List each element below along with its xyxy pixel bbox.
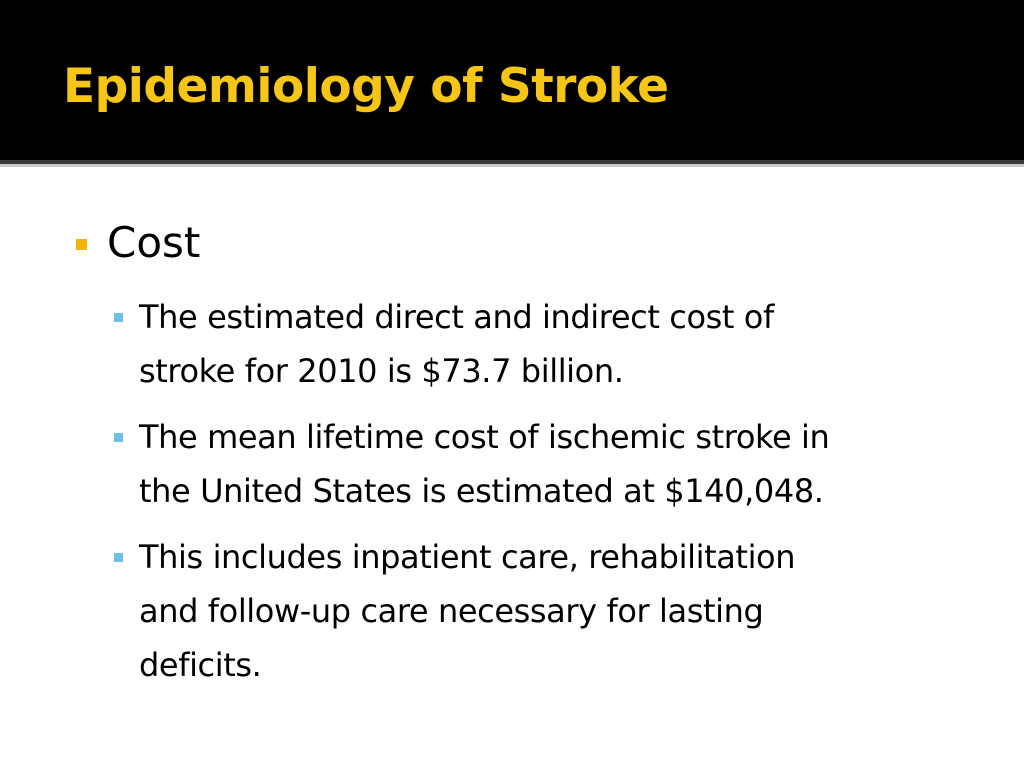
sub-bullet-line: and follow-up care necessary for lasting: [139, 592, 764, 630]
sub-bullet-lifetime-cost: [139, 410, 989, 518]
bullet-cost: Cost: [107, 218, 201, 267]
slide-title: Epidemiology of Stroke: [63, 59, 669, 114]
sub-bullet-line: This includes inpatient care, rehabilitation: [139, 538, 796, 576]
square-bullet-icon: [114, 433, 123, 442]
sub-bullet-includes-care: [139, 530, 989, 692]
sub-bullet-line: stroke for 2010 is $73.7 billion.: [139, 352, 624, 390]
sub-bullet-line: The mean lifetime cost of ischemic stroke in: [139, 418, 830, 456]
square-bullet-icon: [76, 239, 87, 250]
square-bullet-icon: [114, 553, 123, 562]
sub-bullet-line: The estimated direct and indirect cost of: [139, 298, 774, 336]
sub-bullet-line: the United States is estimated at $140,048.: [139, 472, 824, 510]
square-bullet-icon: [114, 313, 123, 322]
sub-bullet-direct-indirect-cost: [139, 290, 989, 398]
sub-bullet-line: deficits.: [139, 646, 262, 684]
